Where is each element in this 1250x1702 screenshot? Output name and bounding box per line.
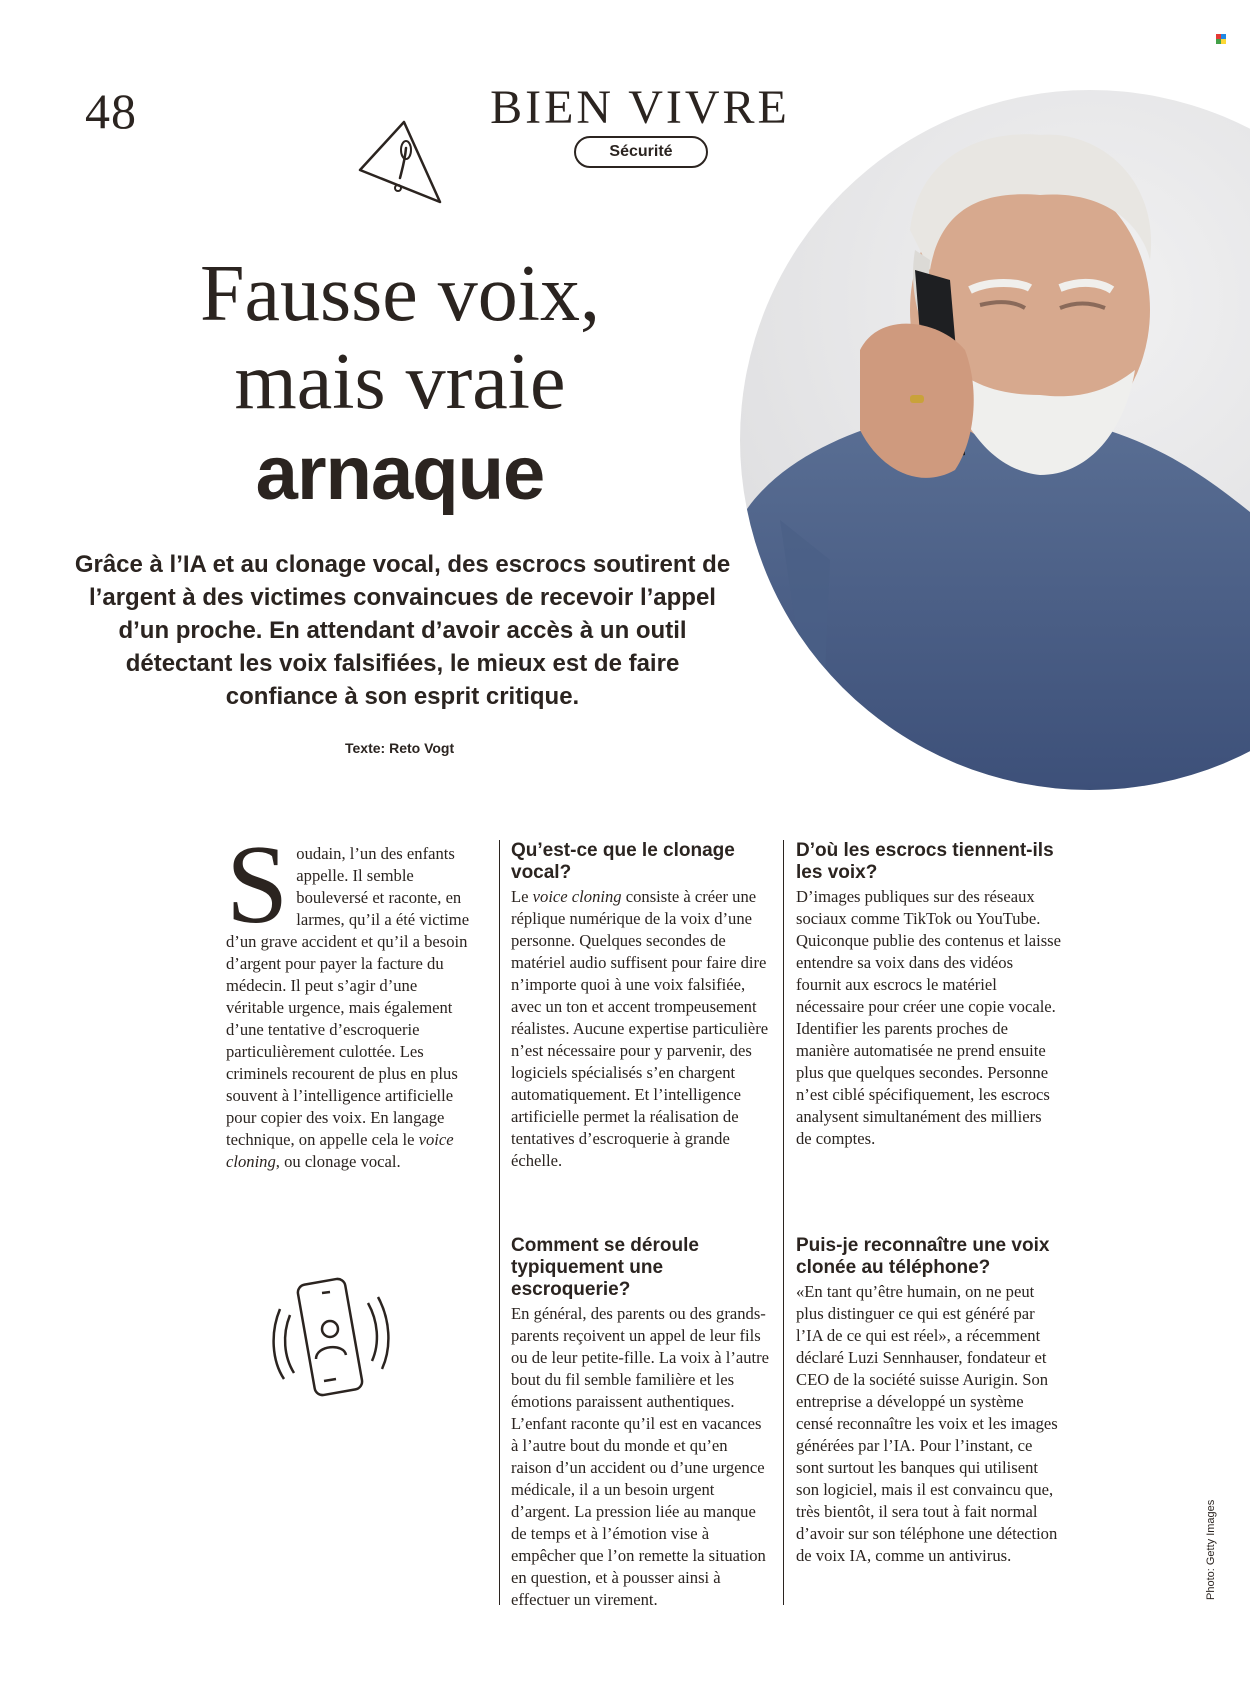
intro-column (226, 823, 478, 1173)
qa-block-3 (511, 1235, 771, 1611)
portrait-photo (740, 90, 1250, 790)
intro-text-a: oudain, l’un des enfants appelle. Il semble bouleversé et raconte, en larmes, qu’il a été victime d’un grave accident et qu’il a besoin d’argent pour payer la facture du médecin. Il peut s’agir d’une véritable urgence, mais également d’une tentative d’escroquerie particulièrement culottée. Les criminels recourent de plus en plus souvent à l’intelligence artificielle pour copier des voix. En langage technique, on appelle cela le (226, 844, 470, 1149)
section-title: BIEN VIVRE (490, 81, 790, 134)
qa-text: En général, des parents ou des grands-parents reçoivent un appel de leur fils ou de leur petite-fille. La voix à l’autre bout du fil semble familière et les émotions paraissent authentiques. L’enfant raconte qu’il est en vacances à l’autre bout du monde et qu’en raison d’un accident ou d’une urgence médicale, il a un besoin urgent d’argent. La pression liée au manque de temps et à l’émotion vise à empêcher que l’on remette la situation en question, et à pousser ainsi à effectuer un virement. (511, 1304, 770, 1609)
intro-text-term: voice cloning (226, 1130, 454, 1171)
senior-man-on-phone-image (740, 90, 1250, 790)
photo-credit: Photo: Getty Images (1205, 1499, 1217, 1600)
qa-heading: Comment se déroule typiquement une escroquerie? (511, 1235, 699, 1300)
dropcap: S (226, 823, 289, 947)
qa-text-a: Le (511, 887, 533, 906)
column-rule (499, 840, 500, 1605)
page-number: 48 (85, 83, 137, 139)
byline: Texte: Reto Vogt (345, 740, 455, 756)
qa-text: «En tant qu’être humain, on ne peut plus distinguer ce qui est généré par l’IA de ce qui est réel», a récemment déclaré Luzi Sennhauser, fondateur et CEO de la société suisse Aurigin. Son entreprise a développé un système censé reconnaître les voix et les images générées par l’IA. Pour l’instant, ce sont surtout les banques qui utilisent son logiciel, mais il est convaincu que, très bientôt, il sera tout à fait normal d’avoir sur son téléphone une détection de voix IA, comme un antivirus. (796, 1282, 1058, 1565)
column-rule (783, 840, 784, 1605)
headline-line-3: arnaque (255, 431, 545, 516)
headline-line-1: Fausse voix, (200, 250, 600, 338)
qa-block-4 (796, 1235, 1061, 1567)
warning-triangle-icon (352, 118, 452, 208)
qa-heading: Puis-je reconnaître une voix clonée au téléphone? (796, 1235, 1050, 1278)
qa-block-2 (796, 840, 1061, 1150)
intro-text-b: , ou clonage vocal. (275, 1152, 401, 1171)
qa-text (511, 886, 771, 1172)
qa-heading: Qu’est-ce que le clonage vocal? (511, 840, 735, 883)
headline (120, 250, 680, 522)
qa-block-1 (511, 840, 771, 1172)
section-tag: Sécurité (574, 136, 708, 168)
lead-paragraph: Grâce à l’IA et au clonage vocal, des escrocs soutirent de l’argent à des victimes convaincues de recevoir l’appel d’un proche. En attendant d’avoir accès à un outil détectant les voix falsifiées, le mieux est de faire confiance à son esprit critique. (74, 551, 731, 710)
qa-text-b: consiste à créer une réplique numérique de la voix d’une personne. Quelques secondes de matériel audio suffisent pour faire dire n’importe quoi à une voix falsifiée, avec un ton et accent trompeusement réalistes. Aucune expertise particulière n’est nécessaire pour y parvenir, des logiciels spécialisés s’en chargent automatiquement. Et l’intelligence artificielle permet la réalisation de tentatives d’escroquerie à grande échelle. (511, 887, 769, 1170)
qa-text-term: voice cloning (532, 887, 622, 906)
headline-line-2: mais vraie (234, 338, 566, 426)
qa-heading: D’où les escrocs tiennent-ils les voix? (796, 840, 1054, 883)
qa-text: D’images publiques sur des réseaux sociaux comme TikTok ou YouTube. Quiconque publie des contenus et laisse entendre sa voix dans des vidéos fournit aux escrocs le matériel nécessaire pour créer une copie vocale. Identifier les parents proches de manière automatisée ne prend ensuite plus que quelques secondes. Personne n’est ciblé spécifiquement, les escrocs analysent simultanément des milliers de comptes. (796, 887, 1061, 1148)
color-registration-mark (1216, 34, 1226, 44)
ringing-phone-icon (272, 1275, 392, 1405)
